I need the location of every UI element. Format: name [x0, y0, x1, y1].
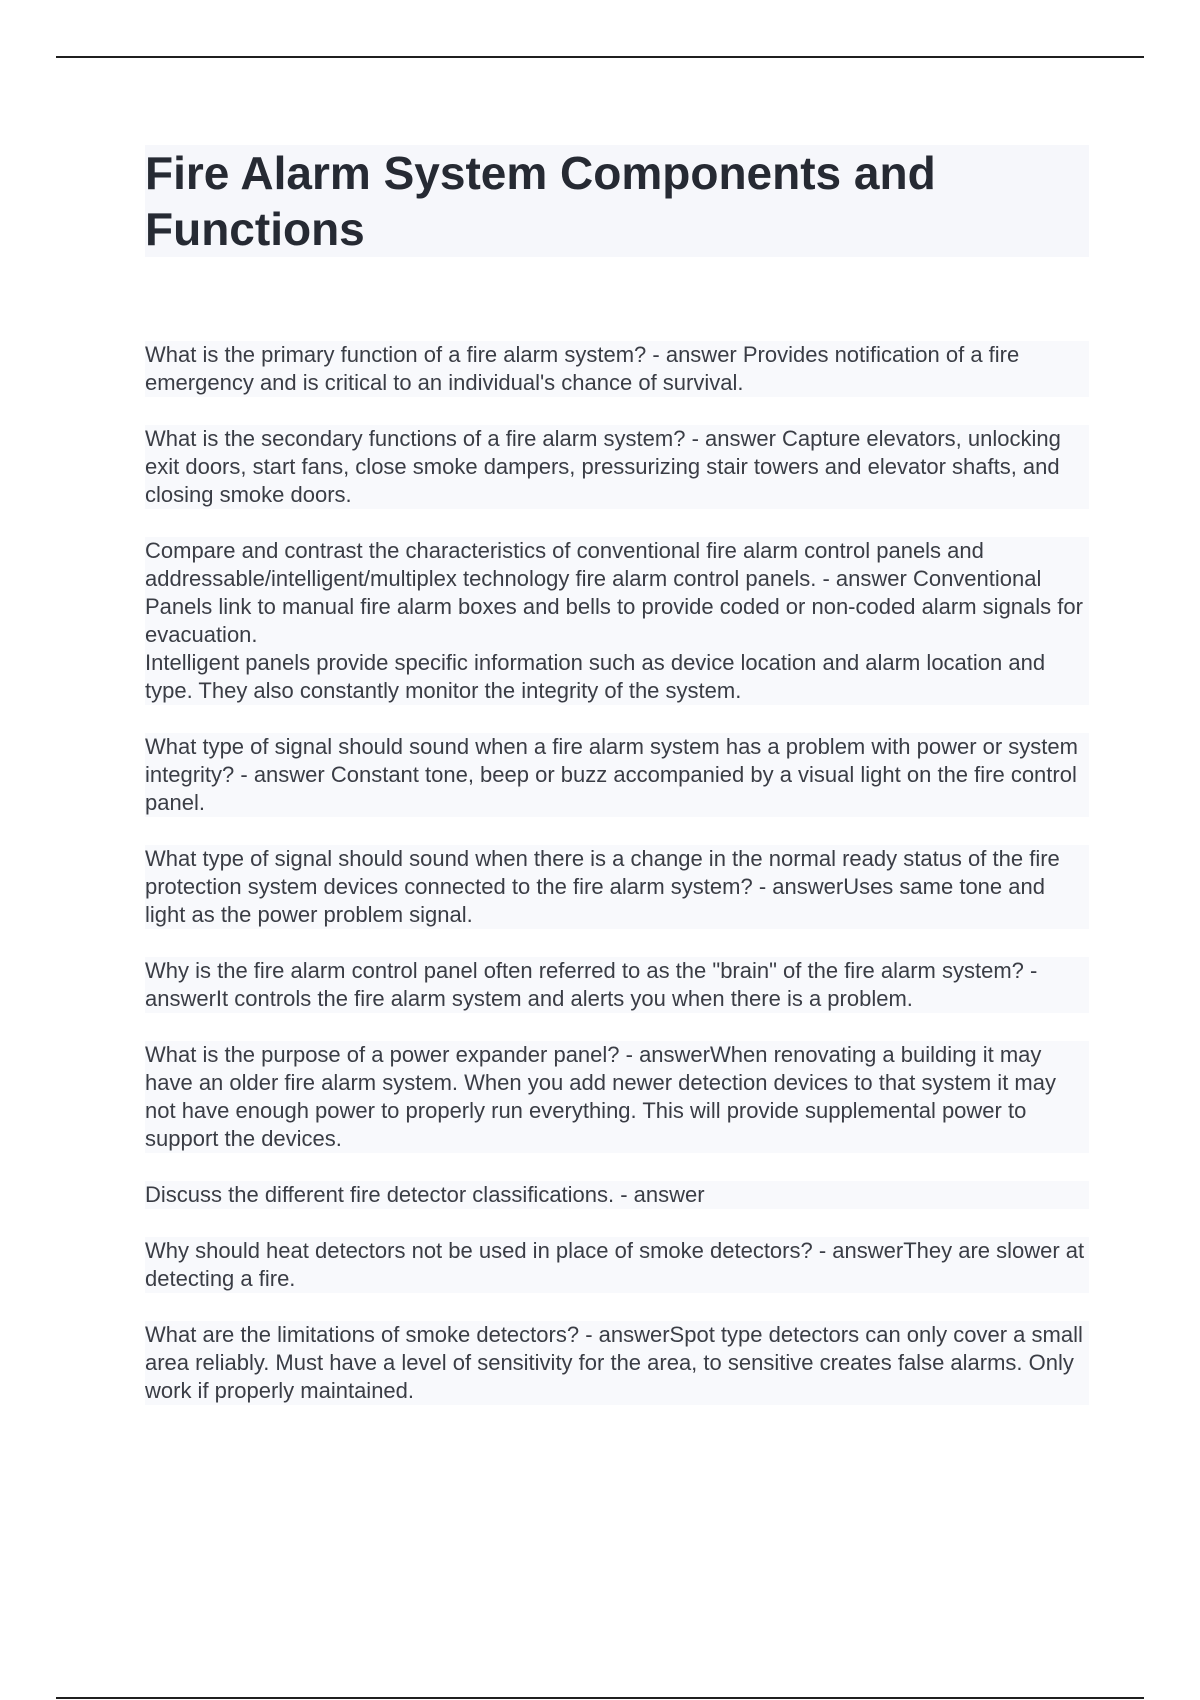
bottom-rule	[56, 1697, 1144, 1699]
qa-item: What type of signal should sound when a fire alarm system has a problem with power or system integrity? - answer Constant tone, beep or buzz accompanied by a visual light on the fire control panel.	[145, 733, 1089, 817]
page-title: Fire Alarm System Components and Functions	[145, 147, 936, 255]
document-body	[145, 145, 1089, 1433]
qa-item: What are the limitations of smoke detectors? - answerSpot type detectors can only cover a small area reliably. Must have a level of sensitivity for the area, to sensitive creates false alarms. Only work if properly maintained.	[145, 1321, 1089, 1405]
qa-item: Why should heat detectors not be used in place of smoke detectors? - answerThey are slower at detecting a fire.	[145, 1237, 1089, 1293]
qa-item: Why is the fire alarm control panel often referred to as the "brain" of the fire alarm system? - answerIt controls the fire alarm system and alerts you when there is a problem.	[145, 957, 1089, 1013]
top-rule	[56, 56, 1144, 58]
qa-item: What is the purpose of a power expander panel? - answerWhen renovating a building it may have an older fire alarm system. When you add newer detection devices to that system it may not have enough power to properly run everything. This will provide supplemental power to support the devices.	[145, 1041, 1089, 1153]
qa-item: What type of signal should sound when there is a change in the normal ready status of the fire protection system devices connected to the fire alarm system? - answerUses same tone and light as the power problem signal.	[145, 845, 1089, 929]
qa-list	[145, 341, 1089, 1405]
qa-item: Compare and contrast the characteristics of conventional fire alarm control panels and addressable/intelligent/multiplex technology fire alarm control panels. - answer Conventional Panels link to manual fire alarm boxes and bells to provide coded or non-coded alarm signals for evacuation. Intelligent panels provide specific information such as device location and alarm location and type. They also constantly monitor the integrity of the system.	[145, 537, 1089, 705]
qa-item: What is the primary function of a fire alarm system? - answer Provides notification of a fire emergency and is critical to an individual's chance of survival.	[145, 341, 1089, 397]
qa-item: What is the secondary functions of a fire alarm system? - answer Capture elevators, unlocking exit doors, start fans, close smoke dampers, pressurizing stair towers and elevator shafts, and closing smoke doors.	[145, 425, 1089, 509]
title-block	[145, 145, 1089, 257]
qa-item: Discuss the different fire detector classifications. - answer	[145, 1181, 1089, 1209]
